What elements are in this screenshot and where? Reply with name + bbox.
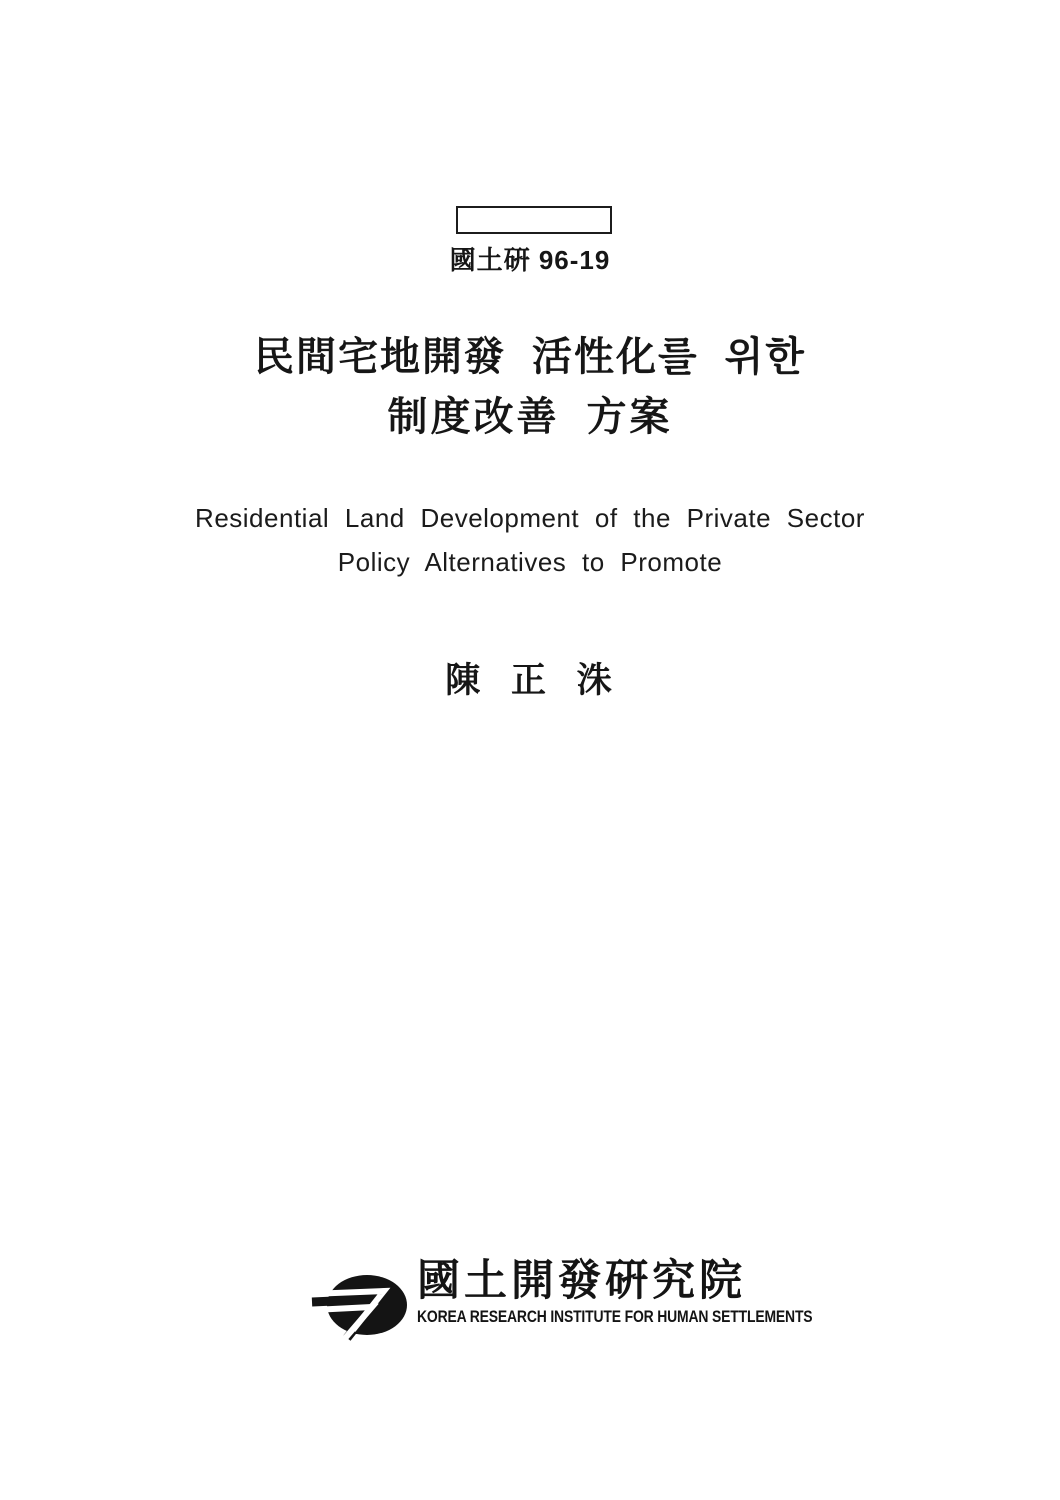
- title-korean-line-1: 民間宅地開發 活性化를 위한: [254, 334, 806, 379]
- publisher-name-english: KOREA RESEARCH INSTITUTE FOR HUMAN SETTLEMENTS: [417, 1307, 813, 1326]
- author-name: 陳 正 洙: [445, 661, 615, 700]
- publisher-name-korean: 國土開發硏究院: [417, 1258, 746, 1305]
- title-english-line-2: Policy Alternatives to Promote: [337, 547, 723, 577]
- title-korean-line-2: 制度改善 方案: [387, 394, 673, 439]
- report-number-box: [456, 206, 612, 234]
- publisher-text: [417, 1260, 899, 1327]
- report-number: 國土硏 96-19: [449, 245, 611, 275]
- krihs-7-ellipse-logo-icon: [308, 1266, 408, 1342]
- publisher-block: [308, 1260, 899, 1342]
- title-english-line-1: Residential Land Development of the Private Sector: [195, 503, 865, 533]
